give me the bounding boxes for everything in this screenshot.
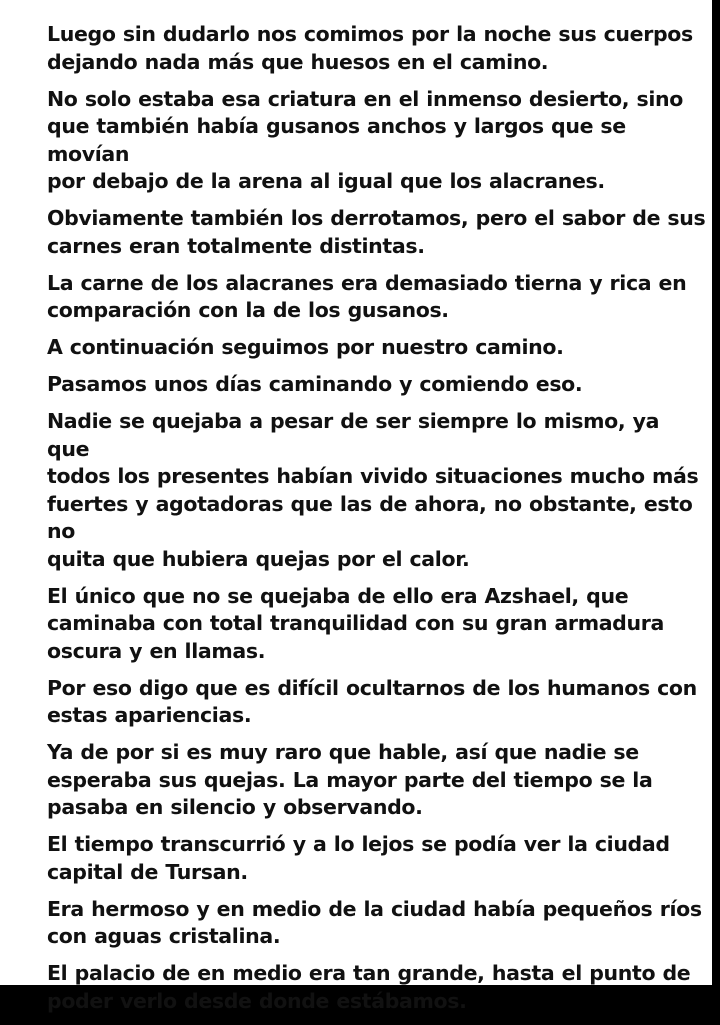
paragraph: Obviamente también los derrotamos, pero el sabor de sus carnes eran totalmente distintas. [47,206,706,258]
paragraph: Luego sin dudarlo nos comimos por la noche sus cuerpos dejando nada más que huesos en el camino. [47,22,693,74]
paragraph: Pasamos unos días caminando y comiendo eso. [47,372,583,396]
paragraph: Era hermoso y en medio de la ciudad había pequeños ríos con aguas cristalina. [47,896,702,948]
paragraph: Por eso digo que es difícil ocultarnos de los humanos con estas apariencias. [47,675,697,727]
paragraph: Ya de por si es muy raro que hable, así que nadie se esperaba sus quejas. La mayor parte del tiempo se la pasaba en silencio y observando. [47,740,653,819]
paragraph: El único que no se quejaba de ello era Azshael, que caminaba con total tranquilidad con su gran armadura oscura y en llamas. [47,583,664,663]
paragraph: No solo estaba esa criatura en el inmenso desierto, sino que también había gusanos anchos y largos que se movían por debajo de la arena al igual que los alacranes. [47,86,684,193]
story-text [47,21,707,1025]
paragraph: El palacio de en medio era tan grande, hasta el punto de poder verlo desde donde estábamos. [47,961,691,1013]
paragraph: El tiempo transcurrió y a lo lejos se podía ver la ciudad capital de Tursan. [47,832,670,884]
paragraph: Nadie se quejaba a pesar de ser siempre lo mismo, ya que todos los presentes habían vivido situaciones mucho más fuertes y agotadoras que las de ahora, no obstante, esto no quita que hubiera quejas por el calor. [47,409,699,571]
paragraph: La carne de los alacranes era demasiado tierna y rica en comparación con la de los gusanos. [47,270,687,322]
paragraph: A continuación seguimos por nuestro camino. [47,335,564,359]
